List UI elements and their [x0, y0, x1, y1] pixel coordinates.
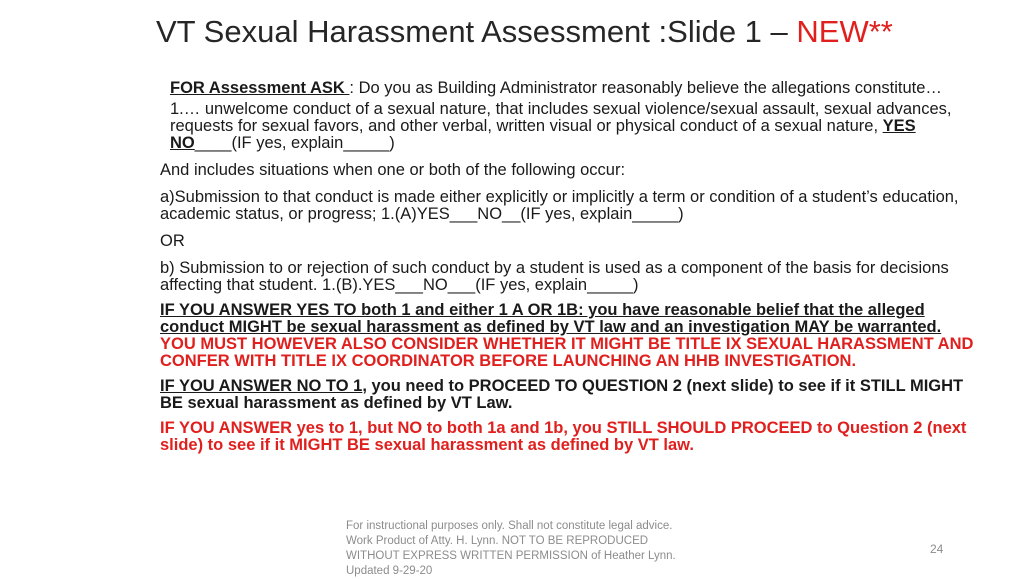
page-number: 24 — [930, 542, 944, 556]
no-lead: IF YOU ANSWER NO TO 1 — [160, 377, 363, 395]
assessment-ask — [160, 80, 990, 97]
footer-disclaimer: For instructional purposes only. Shall not constitute legal advice. Work Product of Atty. H. Lynn. NOT TO BE REPRODUCED WITHOUT EXPRESS WRITTEN PERMISSION of Heather Lynn. Updated 9-29-20 — [346, 520, 676, 577]
slide-title — [156, 14, 893, 50]
condition-a: a)Submission to that conduct is made either explicitly or implicitly a term or condition of a student’s education, academic status, or progress; 1.(A)YES___NO__(IF yes, explain_____) — [160, 188, 959, 223]
ask-label: FOR Assessment ASK — [170, 79, 350, 97]
condition-b: b) Submission to or rejection of such conduct by a student is used as a component of the basis for decisions affecting that student. 1.(B).YES___NO___(IF yes, explain_____) — [160, 259, 949, 294]
item-1-text: 1.… unwelcome conduct of a sexual nature, that includes sexual violence/sexual assault, sexual advances, requests for sexual favors, and other verbal, written visual or physical conduct of a sexual nature, — [170, 100, 952, 135]
yes-red-warning: YOU MUST HOWEVER ALSO CONSIDER WHETHER IT MIGHT BE TITLE IX SEXUAL HARASSMENT AND CONFER WITH TITLE IX COORDINATOR BEFORE LAUNCHING AN HHB INVESTIGATION. — [160, 335, 974, 370]
no-rest: , you need to PROCEED TO QUESTION 2 (next slide) to see if it STILL MIGHT BE sexual harassment as defined by VT Law. — [160, 377, 964, 412]
item-1-yes-no: YES NO — [170, 117, 916, 152]
ask-text: : Do you as Building Administrator reasonably believe the allegations constitute… — [349, 79, 942, 97]
yes-instructions — [160, 302, 990, 370]
no-instructions — [160, 378, 990, 412]
or-separator: OR — [160, 232, 185, 250]
final-instructions: IF YOU ANSWER yes to 1, but NO to both 1a and 1b, you STILL SHOULD PROCEED to Question 2 (next slide) to see if it MIGHT BE sexual harassment as defined by VT law. — [160, 419, 967, 454]
title-new-tag: NEW** — [796, 14, 893, 49]
includes-line: And includes situations when one or both of the following occur: — [160, 161, 626, 179]
yes-block: IF YOU ANSWER YES TO both 1 and either 1 A OR 1B: you have reasonable belief that the alleged conduct MIGHT be sexual harassment as defined by VT law and an investigation MAY be warranted. — [160, 301, 942, 336]
title-main: VT Sexual Harassment Assessment :Slide 1 – — [156, 14, 797, 49]
item-1 — [160, 101, 990, 152]
item-1-tail: ____(IF yes, explain_____) — [194, 134, 395, 152]
slide-body — [160, 80, 990, 454]
